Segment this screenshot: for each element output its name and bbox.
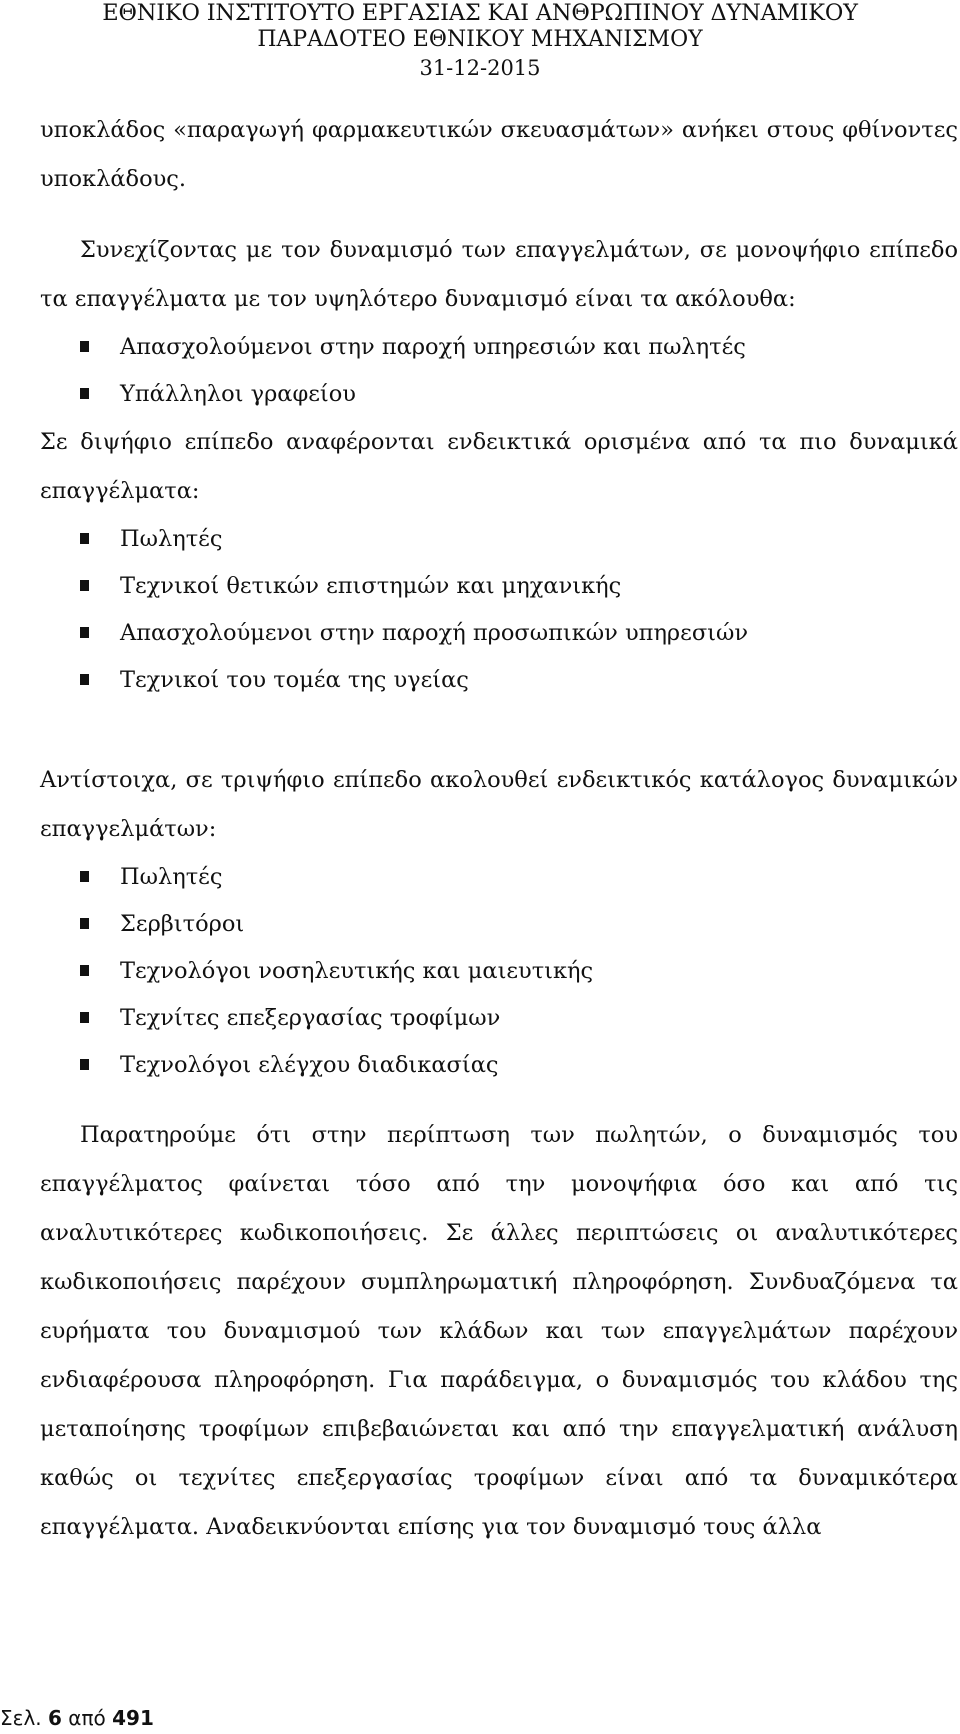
document-body	[40, 106, 958, 1552]
page-footer	[0, 1706, 154, 1730]
list-item: Τεχνίτες επεξεργασίας τροφίμων	[40, 995, 958, 1042]
square-bullet-icon	[80, 388, 89, 399]
list-item: Πωλητές	[40, 854, 958, 901]
square-bullet-icon	[80, 533, 89, 544]
header-date: 31-12-2015	[419, 56, 541, 81]
header-deliverable: ΠΑΡΑΔΟΤΕΟ ΕΘΝΙΚΟΥ ΜΗΧΑΝΙΣΜΟΥ	[257, 27, 703, 53]
list-single-digit	[40, 324, 958, 418]
page-header	[0, 0, 960, 82]
list-item: Πωλητές	[40, 516, 958, 563]
square-bullet-icon	[80, 1059, 89, 1070]
list-two-digit	[40, 516, 958, 704]
square-bullet-icon	[80, 580, 89, 591]
paragraph-1: υποκλάδος «παραγωγή φαρμακευτικών σκευασμάτων» ανήκει στους φθίνοντες υποκλάδους.	[40, 117, 958, 192]
list-item: Απασχολούμενοι στην παροχή υπηρεσιών και πωλητές	[40, 324, 958, 371]
paragraph-4: Αντίστοιχα, σε τριψήφιο επίπεδο ακολουθεί ενδεικτικός κατάλογος δυναμικών επαγγελμάτων:	[40, 767, 958, 842]
list-item: Τεχνολόγοι νοσηλευτικής και μαιευτικής	[40, 948, 958, 995]
list-item: Υπάλληλοι γραφείου	[40, 371, 958, 418]
footer-total-pages: 491	[112, 1706, 154, 1730]
list-item: Απασχολούμενοι στην παροχή προσωπικών υπηρεσιών	[40, 610, 958, 657]
square-bullet-icon	[80, 965, 89, 976]
list-item: Σερβιτόροι	[40, 901, 958, 948]
list-item: Τεχνικοί θετικών επιστημών και μηχανικής	[40, 563, 958, 610]
list-item: Τεχνικοί του τομέα της υγείας	[40, 657, 958, 704]
square-bullet-icon	[80, 341, 89, 352]
footer-prefix: Σελ.	[0, 1706, 42, 1730]
paragraph-2: Συνεχίζοντας με τον δυναμισμό των επαγγελμάτων, σε μονοψήφιο επίπεδο τα επαγγέλματα με τον υψηλότερο δυναμισμό είναι τα ακόλουθα:	[40, 237, 958, 312]
square-bullet-icon	[80, 674, 89, 685]
list-three-digit	[40, 854, 958, 1089]
list-item: Τεχνολόγοι ελέγχου διαδικασίας	[40, 1042, 958, 1089]
paragraph-5: Παρατηρούμε ότι στην περίπτωση των πωλητών, ο δυναμισμός του επαγγέλματος φαίνεται τόσο από την μονοψήφια όσο και από τις αναλυτικότερες κωδικοποιήσεις. Σε άλλες περιπτώσεις οι αναλυτικότερες κωδικοποιήσεις παρέχουν συμπληρωματική πληροφόρηση. Συνδυαζόμενα τα ευρήματα του δυναμισμού των κλάδων και των επαγγελμάτων παρέχουν ενδιαφέρουσα πληροφόρηση. Για παράδειγμα, ο δυναμισμός του κλάδου της μεταποίησης τροφίμων επιβεβαιώνεται και από την επαγγελματική ανάλυση καθώς οι τεχνίτες επεξεργασίας τροφίμων είναι από τα δυναμικότερα επαγγέλματα. Αναδεικνύονται επίσης για τον δυναμισμό τους άλλα	[40, 1122, 958, 1540]
header-institute: ΕΘΝΙΚΟ ΙΝΣΤΙΤΟΥΤΟ ΕΡΓΑΣΙΑΣ ΚΑΙ ΑΝΘΡΩΠΙΝΟΥ ΔΥΝΑΜΙΚΟΥ	[102, 0, 858, 26]
square-bullet-icon	[80, 871, 89, 882]
square-bullet-icon	[80, 1012, 89, 1023]
square-bullet-icon	[80, 918, 89, 929]
footer-of: από	[68, 1706, 106, 1730]
paragraph-3: Σε διψήφιο επίπεδο αναφέρονται ενδεικτικά ορισμένα από τα πιο δυναμικά επαγγέλματα:	[40, 429, 958, 504]
footer-page-number: 6	[48, 1706, 62, 1730]
square-bullet-icon	[80, 627, 89, 638]
